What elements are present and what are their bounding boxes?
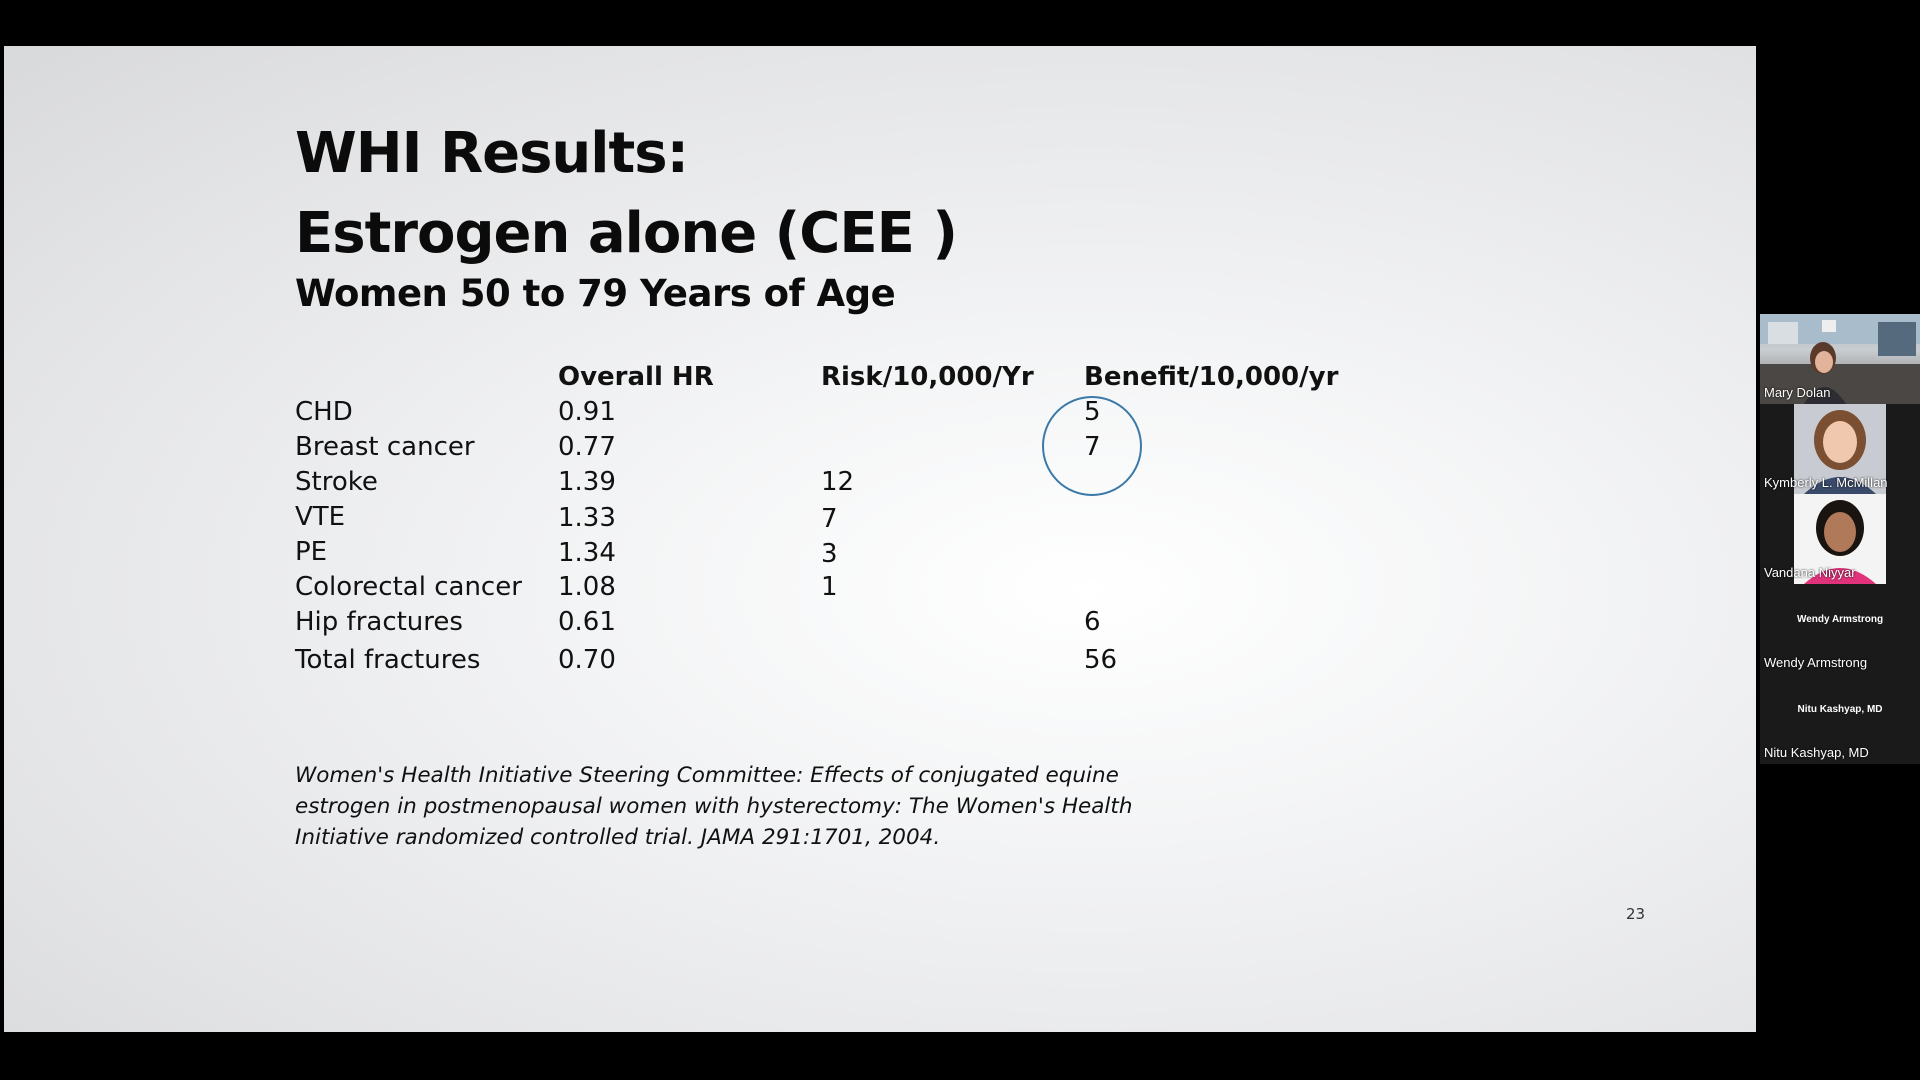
participant-tile[interactable] [1760, 674, 1920, 764]
row-label: VTE [295, 502, 346, 532]
row-label: Breast cancer [295, 432, 475, 462]
slide-title-line-1: WHI Results: [295, 121, 688, 186]
column-header-risk: Risk/10,000/Yr [821, 362, 1034, 392]
slide-title-line-2: Estrogen alone (CEE ) [295, 201, 957, 266]
slide-subtitle: Women 50 to 79 Years of Age [295, 272, 896, 315]
participant-tile[interactable] [1760, 584, 1920, 674]
citation: Women's Health Initiative Steering Committee: Effects of conjugated equine estrogen in postmenopausal women with hysterectomy: The Women's Health Initiative randomized controlled trial. JAMA 291:1701, 2004. [295, 763, 1133, 850]
row-label: Hip fractures [295, 607, 463, 637]
participant-tile[interactable] [1760, 494, 1920, 584]
annotation-circle [1042, 396, 1142, 496]
participant-tile[interactable] [1760, 314, 1920, 404]
row-benefit: 6 [1084, 607, 1101, 637]
row-hr: 0.77 [558, 432, 616, 462]
row-hr: 1.08 [558, 572, 616, 602]
row-label: CHD [295, 397, 353, 427]
column-header-overall-hr: Overall HR [558, 362, 714, 392]
row-benefit: 56 [1084, 645, 1118, 675]
row-label: PE [295, 537, 328, 567]
participant-name: Mary Dolan [1764, 385, 1831, 400]
slide-page-number: 23 [1626, 905, 1646, 923]
row-risk: 3 [821, 539, 838, 569]
row-hr: 0.70 [558, 645, 616, 675]
row-label: Total fractures [295, 645, 481, 675]
row-hr: 0.61 [558, 607, 616, 637]
participant-name: Wendy Armstrong [1764, 655, 1868, 670]
shared-screen-slide [4, 46, 1756, 1032]
row-risk: 12 [821, 467, 855, 497]
row-hr: 0.91 [558, 397, 616, 427]
participant-center-label: Nitu Kashyap, MD [1797, 704, 1883, 715]
slide-title [295, 114, 957, 274]
row-label: Colorectal cancer [295, 572, 522, 602]
row-benefit: 5 [1084, 397, 1101, 427]
row-risk: 1 [821, 572, 838, 602]
participant-name: Vandana Niyyar [1764, 565, 1856, 580]
participant-gallery [1760, 314, 1920, 764]
row-hr: 1.39 [558, 467, 616, 497]
column-header-benefit: Benefit/10,000/yr [1084, 362, 1339, 392]
participant-name: Nitu Kashyap, MD [1764, 745, 1869, 760]
participant-center-label: Wendy Armstrong [1796, 614, 1884, 625]
row-hr: 1.33 [558, 503, 616, 533]
participant-tile[interactable] [1760, 404, 1920, 494]
row-label: Stroke [295, 467, 378, 497]
row-risk: 7 [821, 504, 838, 534]
participant-name: Kymberly L. McMillan [1764, 475, 1888, 490]
row-hr: 1.34 [558, 538, 616, 568]
row-benefit: 7 [1084, 432, 1101, 462]
